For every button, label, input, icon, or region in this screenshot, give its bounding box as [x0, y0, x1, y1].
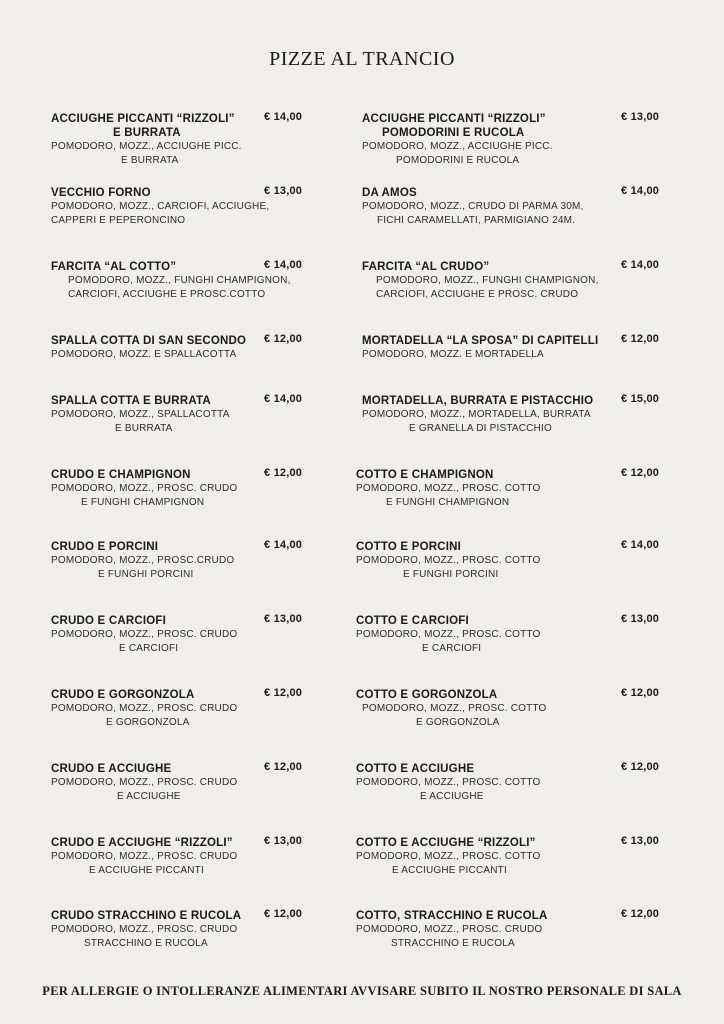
menu-item-name-line: SPALLA COTTA E BURRATA	[51, 395, 211, 407]
menu-item-description	[362, 348, 622, 362]
menu-item-price: € 15,00	[621, 393, 660, 405]
menu-item-description-line: E FUNGHI PORCINI	[98, 568, 194, 580]
menu-item-description	[51, 274, 311, 301]
menu-item-name	[362, 334, 622, 348]
menu-item	[356, 540, 616, 581]
menu-item-name-line: ACCIUGHE PICCANTI “RIZZOLI”	[362, 113, 546, 125]
menu-item-description-line: POMODORO, MOZZ., PROSC. CRUDO	[356, 924, 543, 935]
menu-item-description	[356, 628, 616, 655]
menu-item-description	[51, 554, 311, 581]
menu-item-name	[356, 836, 616, 850]
menu-item-description-line: POMODORO, MOZZ., PROSC. CRUDO	[51, 851, 238, 862]
menu-item	[356, 468, 616, 509]
menu-item	[362, 186, 622, 227]
menu-item-price: € 14,00	[264, 259, 303, 271]
menu-item-name-line: MORTADELLA “LA SPOSA” DI CAPITELLI	[362, 335, 599, 347]
menu-item-price: € 13,00	[264, 835, 303, 847]
menu-item-name-line: COTTO E ACCIUGHE “RIZZOLI”	[356, 837, 536, 849]
menu-item-name	[362, 186, 622, 200]
menu-item-description-line: E BURRATA	[121, 154, 179, 166]
menu-item-price: € 14,00	[264, 539, 303, 551]
menu-item-description	[356, 776, 616, 803]
menu-item-description-line: POMODORO, MOZZ., PROSC. CRUDO	[51, 777, 238, 788]
menu-item-description-line: POMODORO, MOZZ., PROSC. CRUDO	[51, 483, 238, 494]
menu-item-description-line: CARCIOFI, ACCIUGHE E PROSC.COTTO	[68, 288, 266, 300]
menu-item-description-line: POMODORO, MOZZ., PROSC. CRUDO	[51, 924, 238, 935]
menu-item-name	[356, 762, 616, 776]
menu-item-price: € 14,00	[621, 259, 660, 271]
menu-item-price: € 13,00	[621, 835, 660, 847]
menu-item-description	[51, 200, 311, 227]
menu-item-description	[51, 850, 311, 877]
menu-item-price: € 12,00	[264, 908, 303, 920]
menu-item-description-line: FICHI CARAMELLATI, PARMIGIANO 24M.	[377, 214, 576, 226]
menu-item-name-line: MORTADELLA, BURRATA E PISTACCHIO	[362, 395, 594, 407]
menu-item-name-line: CRUDO E CHAMPIGNON	[51, 469, 191, 481]
menu-item-name-line: CRUDO STRACCHINO E RUCOLA	[51, 910, 242, 922]
menu-item-name	[356, 614, 616, 628]
menu-item-price: € 12,00	[264, 467, 303, 479]
menu-item-description	[51, 628, 311, 655]
menu-item-description-line: POMODORO, MOZZ., PROSC. CRUDO	[51, 703, 238, 714]
menu-item	[362, 334, 622, 362]
menu-item-description-line: POMODORO, MOZZ., PROSC. COTTO	[356, 629, 541, 640]
menu-item-price: € 14,00	[264, 111, 303, 123]
menu-item-description-line: POMODORO, MOZZ., CRUDO DI PARMA 30M,	[362, 201, 584, 212]
menu-item-description-line: E ACCIUGHE PICCANTI	[392, 864, 507, 876]
menu-item-description-line: E GORGONZOLA	[106, 716, 190, 728]
menu-item-price: € 12,00	[264, 333, 303, 345]
menu-item-name	[356, 540, 616, 554]
menu-item	[356, 836, 616, 877]
menu-item-name-line: E BURRATA	[113, 127, 181, 139]
menu-item-description-line: POMODORO, MOZZ., PROSC. CRUDO	[51, 629, 238, 640]
menu-item-name	[362, 394, 622, 408]
menu-item-description	[362, 274, 622, 301]
menu-item-description-line: CARCIOFI, ACCIUGHE E PROSC. CRUDO	[376, 288, 579, 300]
allergy-notice: PER ALLERGIE O INTOLLERANZE ALIMENTARI AVVISARE SUBITO IL NOSTRO PERSONALE DI SALA	[42, 984, 682, 998]
menu-item-name-line: COTTO E CHAMPIGNON	[356, 469, 494, 481]
menu-item-name	[356, 688, 616, 702]
menu-item-description-line: STRACCHINO E RUCOLA	[391, 937, 515, 949]
menu-item-price: € 13,00	[621, 613, 660, 625]
menu-item	[362, 112, 622, 167]
menu-item-price: € 14,00	[621, 539, 660, 551]
menu-item-description-line: POMODORO, MOZZ., CARCIOFI, ACCIUGHE,	[51, 201, 270, 212]
menu-item-name-line: CRUDO E GORGONZOLA	[51, 689, 195, 701]
menu-item-description	[356, 923, 616, 950]
menu-item	[362, 394, 622, 435]
menu-item	[356, 614, 616, 655]
menu-item-description-line: E ACCIUGHE	[420, 790, 484, 802]
menu-item-name-line: CRUDO E ACCIUGHE “RIZZOLI”	[51, 837, 233, 849]
menu-item-name-line: FARCITA “AL CRUDO”	[362, 261, 490, 273]
menu-item-description	[362, 408, 622, 435]
menu-item-name-line: CRUDO E ACCIUGHE	[51, 763, 172, 775]
menu-item-description	[362, 200, 622, 227]
menu-item-description-line: CAPPERI E PEPERONCINO	[51, 214, 186, 226]
menu-item-description-line: E FUNGHI CHAMPIGNON	[81, 496, 205, 508]
menu-item-price: € 12,00	[264, 761, 303, 773]
menu-item-description-line: POMODORO, MOZZ., PROSC. COTTO	[356, 777, 541, 788]
menu-item-description	[51, 140, 311, 167]
menu-item	[362, 260, 622, 301]
menu-item-name-line: DA AMOS	[362, 187, 417, 199]
menu-item-description-line: POMODORO, MOZZ., ACCIUGHE PICC.	[362, 141, 553, 152]
menu-item-description	[51, 702, 311, 729]
menu-item-name-line: COTTO, STRACCHINO E RUCOLA	[356, 910, 548, 922]
menu-item-description-line: POMODORO, MOZZ., PROSC. COTTO	[362, 703, 547, 714]
menu-item-description-line: POMODORO, MOZZ. E MORTADELLA	[362, 349, 544, 360]
menu-item-description	[356, 702, 616, 729]
menu-item-description	[356, 482, 616, 509]
menu-item-name-line: ACCIUGHE PICCANTI “RIZZOLI”	[51, 113, 235, 125]
menu-item-name-line: CRUDO E CARCIOFI	[51, 615, 167, 627]
menu-item-description-line: POMODORO, MOZZ., PROSC. COTTO	[356, 555, 541, 566]
menu-item-description	[356, 554, 616, 581]
menu-item-name	[362, 260, 622, 274]
menu-item-description-line: POMODORO, MOZZ., PROSC. COTTO	[356, 851, 541, 862]
menu-item-price: € 12,00	[621, 333, 660, 345]
menu-item-name-line: COTTO E PORCINI	[356, 541, 462, 553]
menu-item-name-line: POMODORINI E RUCOLA	[382, 127, 525, 139]
menu-item-description-line: E ACCIUGHE PICCANTI	[89, 864, 204, 876]
menu-item-description-line: POMODORO, MOZZ., FUNGHI CHAMPIGNON,	[376, 275, 599, 286]
menu-item-name-line: CRUDO E PORCINI	[51, 541, 159, 553]
menu-item-price: € 14,00	[264, 393, 303, 405]
menu-item-name	[356, 468, 616, 482]
menu-item	[356, 762, 616, 803]
menu-item-price: € 12,00	[264, 687, 303, 699]
menu-item-description-line: POMODORO, MOZZ., ACCIUGHE PICC.	[51, 141, 242, 152]
menu-item-price: € 12,00	[621, 687, 660, 699]
menu-item-description-line: STRACCHINO E RUCOLA	[84, 937, 208, 949]
menu-item-name-line: SPALLA COTTA DI SAN SECONDO	[51, 335, 247, 347]
menu-item-description	[51, 776, 311, 803]
menu-item-name-line: FARCITA “AL COTTO”	[51, 261, 177, 273]
menu-item-name-line: VECCHIO FORNO	[51, 187, 151, 199]
menu-item-description	[51, 482, 311, 509]
menu-item-description	[356, 850, 616, 877]
menu-item-name-line: COTTO E GORGONZOLA	[356, 689, 498, 701]
menu-item-price: € 12,00	[621, 467, 660, 479]
menu-item-price: € 13,00	[621, 111, 660, 123]
menu-item-price: € 13,00	[264, 185, 303, 197]
menu-item-price: € 12,00	[621, 761, 660, 773]
menu-item-description	[51, 923, 311, 950]
menu-item-name-line: COTTO E CARCIOFI	[356, 615, 469, 627]
page-title: PIZZE AL TRANCIO	[269, 48, 455, 70]
menu-item-description-line: E ACCIUGHE	[117, 790, 181, 802]
menu-item-price: € 14,00	[621, 185, 660, 197]
menu-item-description-line: E GORGONZOLA	[416, 716, 500, 728]
menu-item-description	[362, 140, 622, 167]
menu-item-description-line: POMODORO, MOZZ., FUNGHI CHAMPIGNON,	[68, 275, 291, 286]
menu-item-price: € 13,00	[264, 613, 303, 625]
menu-item-name	[356, 909, 616, 923]
menu-item	[356, 909, 616, 950]
menu-item-description-line: E GRANELLA DI PISTACCHIO	[409, 422, 552, 434]
menu-item-description-line: E FUNGHI CHAMPIGNON	[386, 496, 510, 508]
menu-item-description-line: POMODORO, MOZZ., PROSC. COTTO	[356, 483, 541, 494]
menu-item-description	[51, 348, 311, 362]
menu-item-description-line: E FUNGHI PORCINI	[403, 568, 499, 580]
menu-item-description-line: POMODORO, MOZZ. E SPALLACOTTA	[51, 349, 237, 360]
menu-item-description-line: E CARCIOFI	[119, 642, 179, 654]
menu-item-description-line: E BURRATA	[115, 422, 173, 434]
menu-item-description-line: POMODORO, MOZZ., PROSC.CRUDO	[51, 555, 235, 566]
menu-item-description-line: POMODORINI E RUCOLA	[396, 154, 520, 166]
menu-item	[356, 688, 616, 729]
menu-item-name	[362, 112, 622, 140]
menu-item-name-line: COTTO E ACCIUGHE	[356, 763, 475, 775]
menu-item-description-line: POMODORO, MOZZ., MORTADELLA, BURRATA	[362, 409, 591, 420]
menu-item-description-line: E CARCIOFI	[422, 642, 482, 654]
menu-item-description-line: POMODORO, MOZZ., SPALLACOTTA	[51, 409, 230, 420]
menu-item-description	[51, 408, 311, 435]
menu-item-price: € 12,00	[621, 908, 660, 920]
